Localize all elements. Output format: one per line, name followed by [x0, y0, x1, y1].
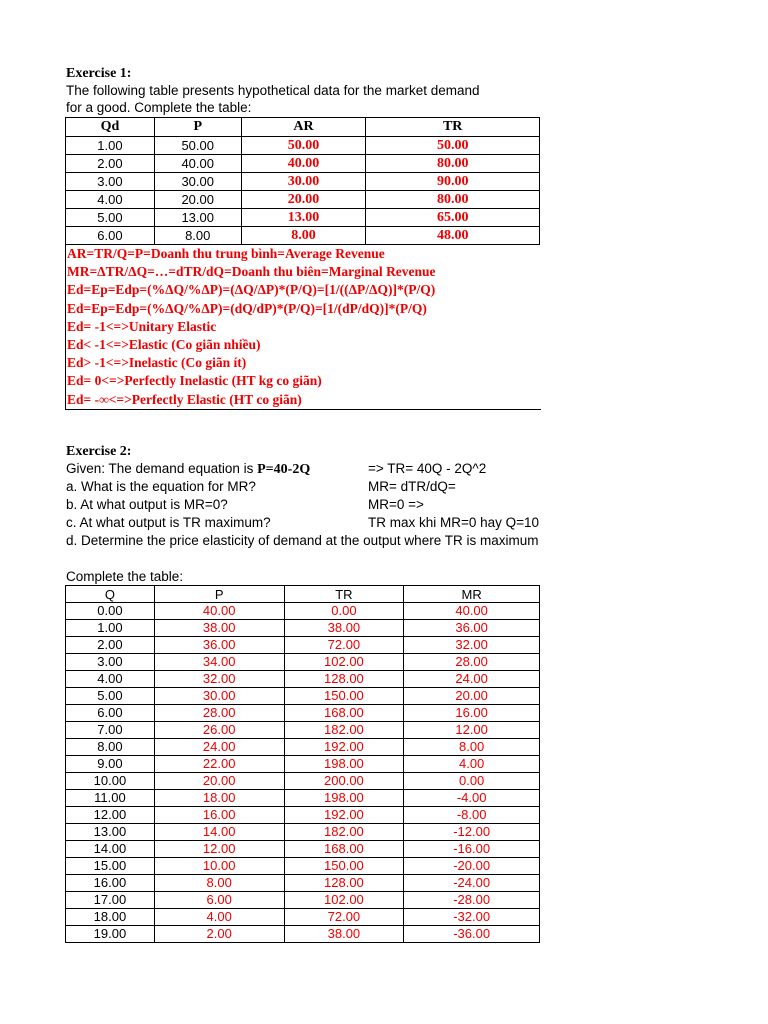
question-d-text: d. Determine the price elasticity of demand at the output where TR is maximum	[66, 533, 539, 548]
cell-tr: 192.00	[284, 739, 404, 756]
exercise2-questions	[66, 460, 540, 550]
note-line: Ed=Ep=Edp=(%ΔQ/%ΔP)=(ΔQ/ΔP)*(P/Q)=[1/((ΔP/ΔQ)]*(P/Q)	[67, 282, 436, 298]
exercise2-title: Exercise 2:	[66, 444, 132, 459]
question-b	[66, 496, 540, 514]
cell-mr: -32.00	[404, 909, 540, 926]
cell-q: 14.00	[66, 841, 155, 858]
cell-p: 8.00	[154, 875, 284, 892]
cell-q: 10.00	[66, 773, 155, 790]
table-row	[66, 688, 540, 705]
answer-c: TR max khi MR=0 hay Q=10	[368, 515, 540, 530]
table-row	[66, 603, 540, 620]
cell-tr: 150.00	[284, 858, 404, 875]
header-tr: TR	[366, 118, 540, 137]
cell-tr: 168.00	[284, 705, 404, 722]
cell-tr: 182.00	[284, 722, 404, 739]
cell-tr: 102.00	[284, 654, 404, 671]
cell-tr: 150.00	[284, 688, 404, 705]
cell-p: 10.00	[154, 858, 284, 875]
cell-tr: 90.00	[366, 173, 540, 191]
cell-tr: 0.00	[284, 603, 404, 620]
answer-b: MR=0 =>	[368, 497, 424, 512]
table-row	[66, 892, 540, 909]
cell-p: 20.00	[154, 191, 241, 209]
answer-a: MR= dTR/dQ=	[368, 479, 456, 494]
cell-p: 4.00	[154, 909, 284, 926]
cell-p: 30.00	[154, 173, 241, 191]
cell-p: 32.00	[154, 671, 284, 688]
cell-q: 16.00	[66, 875, 155, 892]
exercise1-notes	[65, 245, 541, 410]
exercise1-title: Exercise 1:	[66, 66, 132, 81]
cell-p: 26.00	[154, 722, 284, 739]
complete-table-label: Complete the table:	[66, 569, 184, 584]
note-line: Ed< -1<=>Elastic (Co giãn nhiều)	[67, 336, 261, 352]
header-qd: Qd	[66, 118, 155, 137]
question-c-text: c. At what output is TR maximum?	[66, 515, 271, 530]
cell-mr: -4.00	[404, 790, 540, 807]
table-row	[66, 926, 540, 943]
cell-p: 20.00	[154, 773, 284, 790]
exercise1-header-row	[66, 118, 540, 137]
question-a	[66, 478, 540, 496]
cell-tr: 198.00	[284, 756, 404, 773]
cell-q: 18.00	[66, 909, 155, 926]
table-row	[66, 773, 540, 790]
table-row	[66, 807, 540, 824]
cell-p: 50.00	[154, 137, 241, 155]
exercise1-intro-line1: The following table presents hypothetical data for the market demand	[66, 83, 480, 98]
cell-tr: 72.00	[284, 637, 404, 654]
cell-q: 12.00	[66, 807, 155, 824]
cell-tr: 65.00	[366, 209, 540, 227]
cell-p: 40.00	[154, 155, 241, 173]
note-line: AR=TR/Q=P=Doanh thu trung bình=Average Revenue	[67, 246, 385, 261]
cell-q: 0.00	[66, 603, 155, 620]
question-b-text: b. At what output is MR=0?	[66, 497, 228, 512]
cell-q: 17.00	[66, 892, 155, 909]
cell-p: 34.00	[154, 654, 284, 671]
table-row	[66, 671, 540, 688]
cell-mr: 16.00	[404, 705, 540, 722]
table-row	[66, 790, 540, 807]
table-row	[66, 756, 540, 773]
cell-p: 13.00	[154, 209, 241, 227]
cell-mr: 8.00	[404, 739, 540, 756]
cell-qd: 5.00	[66, 209, 155, 227]
cell-q: 19.00	[66, 926, 155, 943]
table-row	[66, 637, 540, 654]
cell-tr: 128.00	[284, 875, 404, 892]
header-p: P	[154, 586, 284, 603]
cell-tr: 80.00	[366, 191, 540, 209]
cell-mr: 40.00	[404, 603, 540, 620]
cell-mr: -12.00	[404, 824, 540, 841]
cell-q: 5.00	[66, 688, 155, 705]
cell-p: 30.00	[154, 688, 284, 705]
cell-p: 14.00	[154, 824, 284, 841]
cell-tr: 72.00	[284, 909, 404, 926]
cell-tr: 192.00	[284, 807, 404, 824]
cell-tr: 38.00	[284, 620, 404, 637]
note-line: Ed= -1<=>Unitary Elastic	[67, 318, 217, 334]
cell-q: 8.00	[66, 739, 155, 756]
given-answer: => TR= 40Q - 2Q^2	[368, 461, 487, 476]
table-row	[66, 173, 540, 191]
header-q: Q	[66, 586, 155, 603]
table-row	[66, 909, 540, 926]
table-row	[66, 841, 540, 858]
cell-tr: 80.00	[366, 155, 540, 173]
note-line: MR=ΔTR/ΔQ=…=dTR/dQ=Doanh thu biên=Marginal Revenue	[67, 264, 436, 280]
question-a-text: a. What is the equation for MR?	[66, 479, 256, 494]
cell-ar: 13.00	[241, 209, 366, 227]
cell-q: 3.00	[66, 654, 155, 671]
cell-q: 15.00	[66, 858, 155, 875]
cell-mr: -16.00	[404, 841, 540, 858]
given-prefix: Given: The demand equation is	[66, 461, 258, 476]
cell-qd: 2.00	[66, 155, 155, 173]
cell-p: 24.00	[154, 739, 284, 756]
cell-p: 38.00	[154, 620, 284, 637]
question-d	[66, 532, 540, 550]
table-row	[66, 227, 540, 245]
cell-p: 8.00	[154, 227, 241, 245]
cell-mr: -8.00	[404, 807, 540, 824]
cell-mr: -36.00	[404, 926, 540, 943]
table-row	[66, 824, 540, 841]
exercise2-header-row	[66, 586, 540, 603]
cell-ar: 40.00	[241, 155, 366, 173]
cell-tr: 102.00	[284, 892, 404, 909]
header-mr: MR	[404, 586, 540, 603]
cell-tr: 48.00	[366, 227, 540, 245]
cell-p: 40.00	[154, 603, 284, 620]
cell-q: 9.00	[66, 756, 155, 773]
cell-mr: 0.00	[404, 773, 540, 790]
cell-tr: 128.00	[284, 671, 404, 688]
cell-q: 11.00	[66, 790, 155, 807]
cell-tr: 168.00	[284, 841, 404, 858]
cell-p: 12.00	[154, 841, 284, 858]
cell-tr: 200.00	[284, 773, 404, 790]
cell-ar: 20.00	[241, 191, 366, 209]
note-line: Ed= -∞<=>Perfectly Elastic (HT co giãn)	[67, 391, 302, 407]
table-row	[66, 722, 540, 739]
cell-q: 7.00	[66, 722, 155, 739]
cell-p: 2.00	[154, 926, 284, 943]
cell-mr: 28.00	[404, 654, 540, 671]
cell-mr: 36.00	[404, 620, 540, 637]
cell-tr: 198.00	[284, 790, 404, 807]
table-row	[66, 155, 540, 173]
cell-mr: 32.00	[404, 637, 540, 654]
cell-qd: 1.00	[66, 137, 155, 155]
cell-mr: -20.00	[404, 858, 540, 875]
cell-ar: 50.00	[241, 137, 366, 155]
cell-q: 4.00	[66, 671, 155, 688]
table-row	[66, 654, 540, 671]
cell-qd: 3.00	[66, 173, 155, 191]
cell-qd: 6.00	[66, 227, 155, 245]
header-tr: TR	[284, 586, 404, 603]
cell-mr: 24.00	[404, 671, 540, 688]
header-p: P	[154, 118, 241, 137]
cell-ar: 8.00	[241, 227, 366, 245]
table-row	[66, 191, 540, 209]
cell-p: 18.00	[154, 790, 284, 807]
table-row	[66, 875, 540, 892]
cell-p: 28.00	[154, 705, 284, 722]
table-row	[66, 705, 540, 722]
table-row	[66, 739, 540, 756]
cell-mr: 20.00	[404, 688, 540, 705]
note-line: Ed=Ep=Edp=(%ΔQ/%ΔP)=(dQ/dP)*(P/Q)=[1/(dP/dQ)]*(P/Q)	[67, 300, 427, 316]
cell-p: 6.00	[154, 892, 284, 909]
cell-tr: 50.00	[366, 137, 540, 155]
given-equation: P=40-2Q	[257, 462, 311, 477]
header-ar: AR	[241, 118, 366, 137]
cell-p: 36.00	[154, 637, 284, 654]
cell-tr: 182.00	[284, 824, 404, 841]
note-line: Ed= 0<=>Perfectly Inelastic (HT kg co giãn)	[67, 373, 322, 389]
cell-p: 22.00	[154, 756, 284, 773]
table-row	[66, 137, 540, 155]
exercise1-table	[65, 117, 540, 245]
cell-q: 1.00	[66, 620, 155, 637]
table-row	[66, 209, 540, 227]
cell-q: 13.00	[66, 824, 155, 841]
exercise1-intro-line2: for a good. Complete the table:	[66, 100, 252, 115]
cell-ar: 30.00	[241, 173, 366, 191]
given-row	[66, 460, 540, 478]
cell-q: 6.00	[66, 705, 155, 722]
cell-q: 2.00	[66, 637, 155, 654]
cell-mr: 12.00	[404, 722, 540, 739]
note-line: Ed> -1<=>Inelastic (Co giãn ít)	[67, 355, 247, 371]
cell-mr: 4.00	[404, 756, 540, 773]
cell-mr: -28.00	[404, 892, 540, 909]
cell-qd: 4.00	[66, 191, 155, 209]
cell-p: 16.00	[154, 807, 284, 824]
cell-mr: -24.00	[404, 875, 540, 892]
question-c	[66, 514, 540, 532]
exercise2-table	[65, 585, 540, 943]
table-row	[66, 620, 540, 637]
table-row	[66, 858, 540, 875]
cell-tr: 38.00	[284, 926, 404, 943]
